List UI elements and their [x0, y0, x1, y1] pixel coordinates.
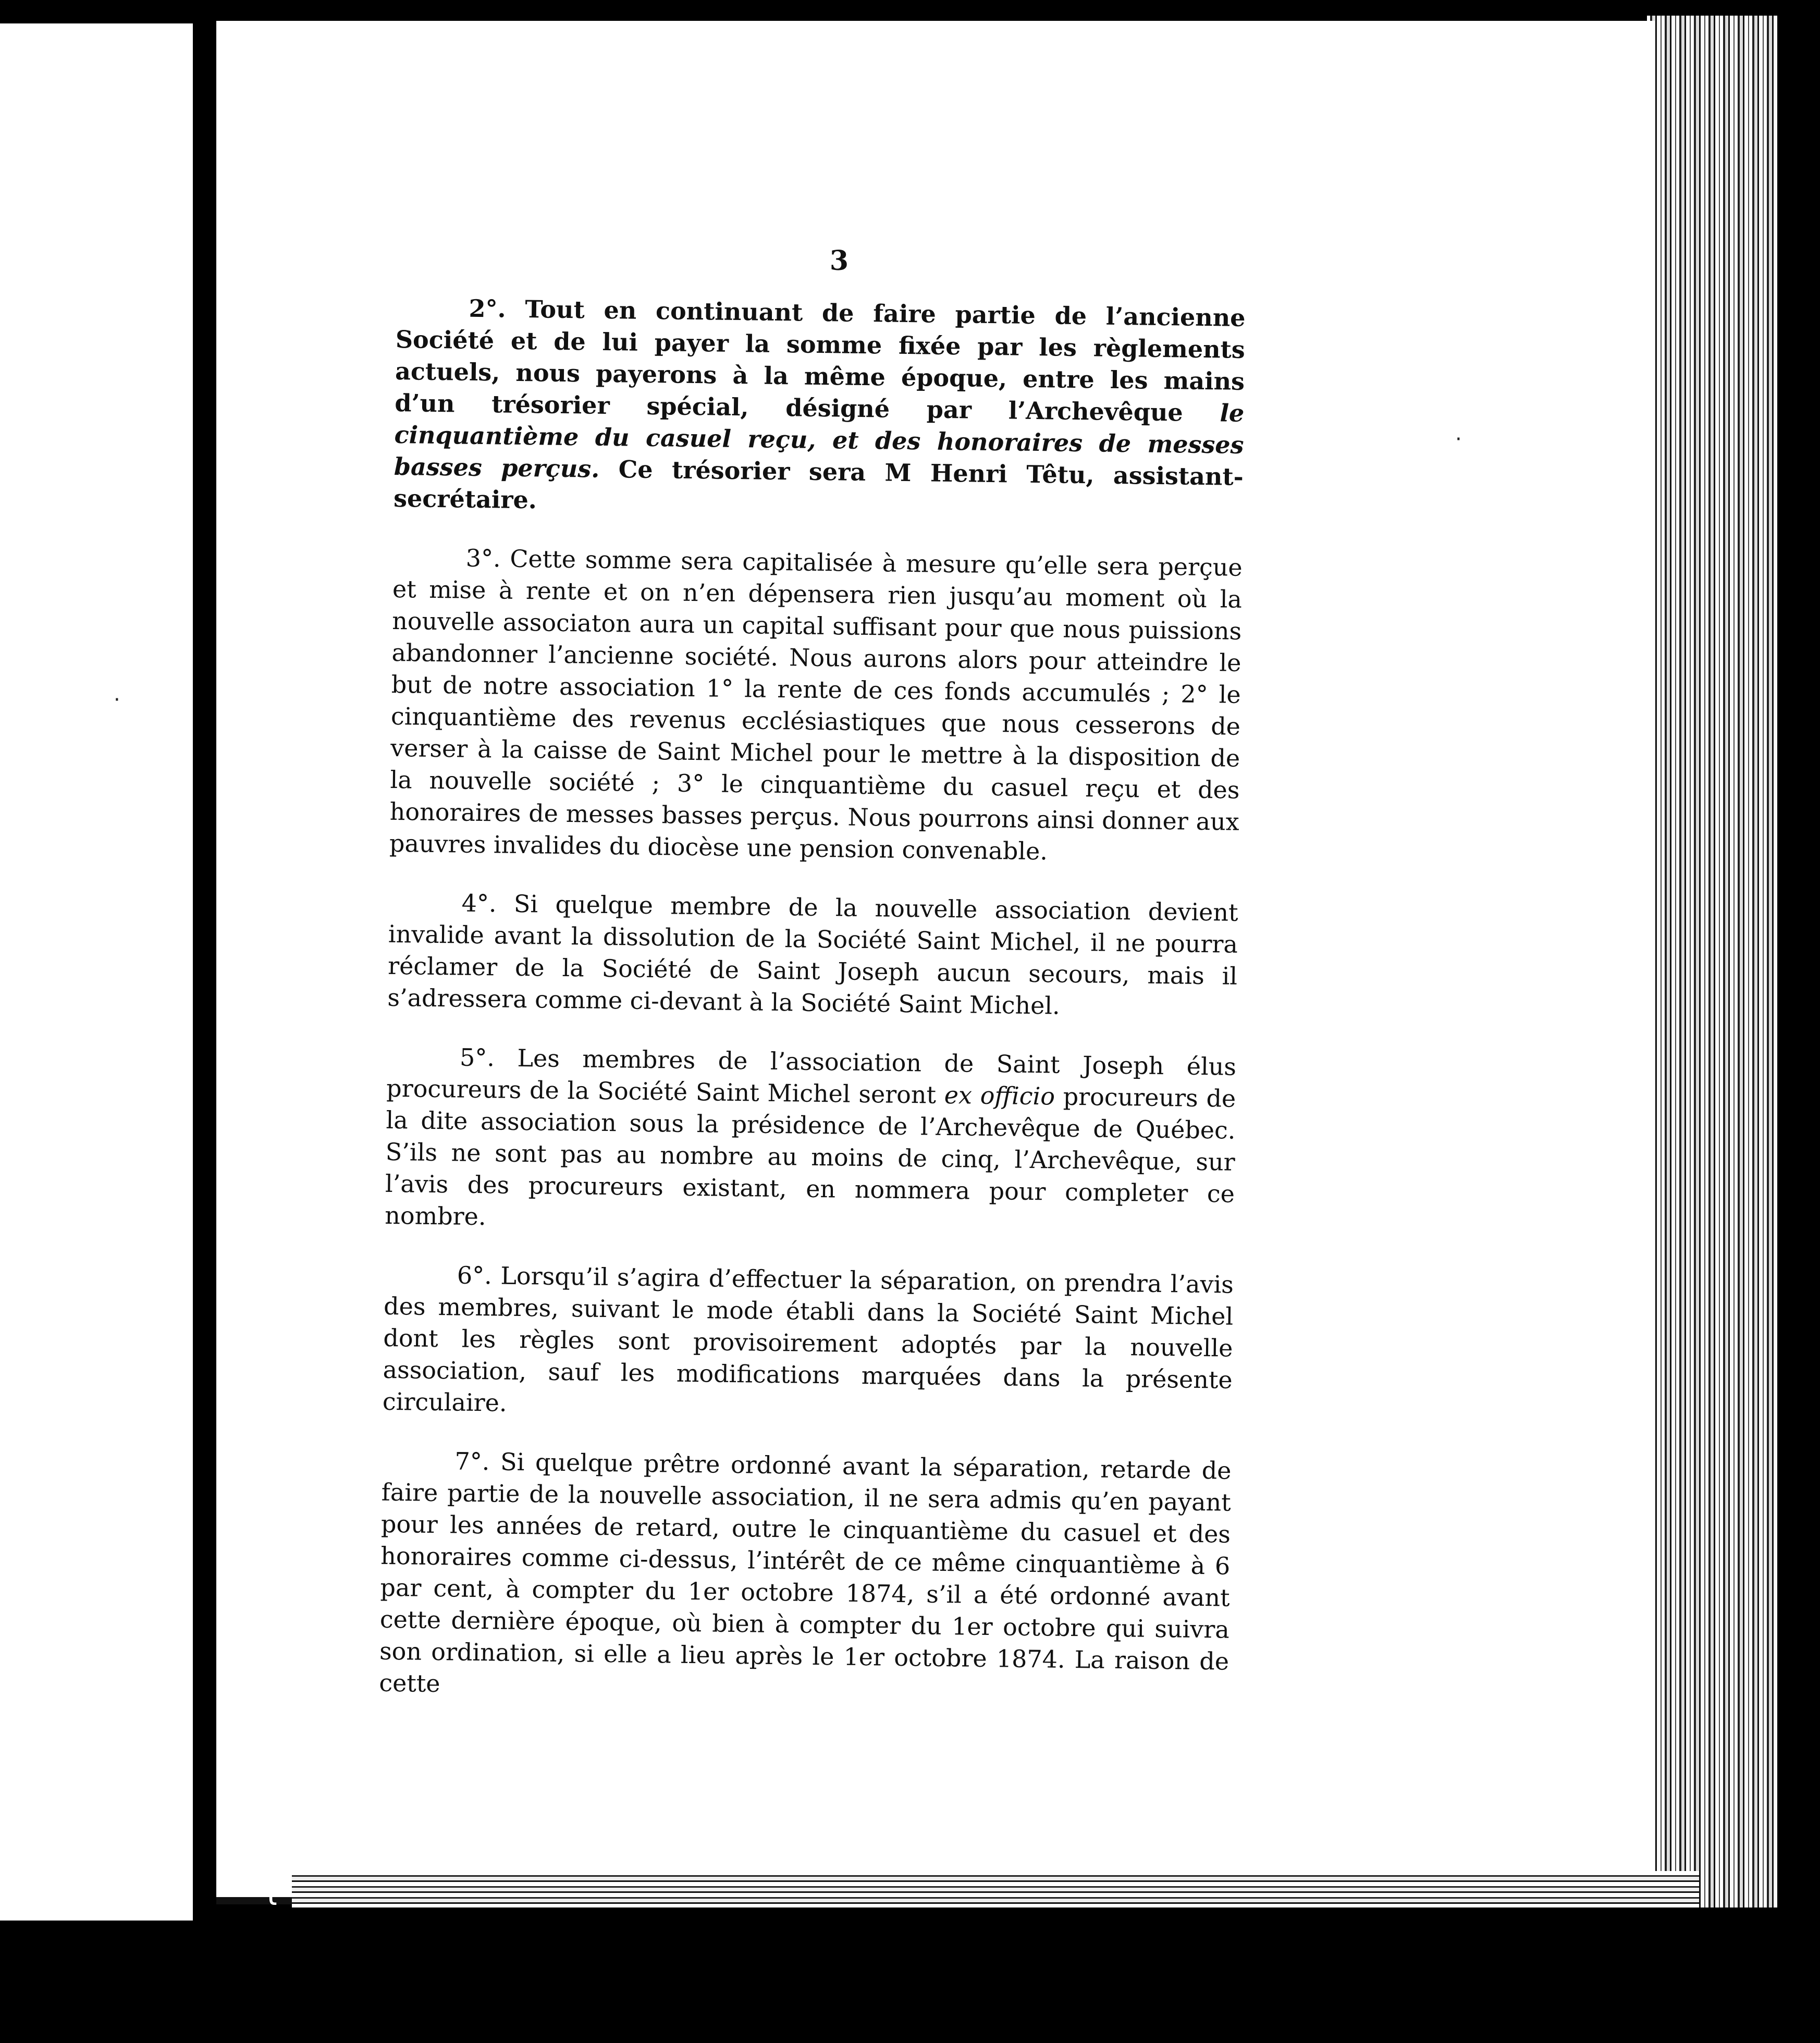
paragraph-p2	[393, 292, 1246, 525]
page-edges-stack	[1647, 16, 1777, 1907]
paragraph-text: procureurs de la dite association sous la présidence de l’Archevêque de Québec. S’ils ne sont pas au nombre au moins de cinq, l’Archevêque, sur l’avis des procureurs existant, en nommera pour completer ce nombre.	[385, 1082, 1236, 1231]
italic-text: le cinquantième du casuel reçu, et des honoraires de messes basses perçus.	[393, 399, 1245, 483]
scan-background-bottom	[0, 1923, 1820, 2043]
paragraph-text: 7°. Si quelque prêtre ordonné avant la séparation, retarde de faire partie de la nouvelle association, il ne sera admis qu’en payant pour les années de retard, outre le cinquantième du casuel et des honoraires comme ci-dessus, l’intérêt de ce même cinquantième à 6 par cent, à compter du 1er octobre 1874, s’il a été ordonné avant cette dernière époque, où bien à compter du 1er octobre qui suivra son ordination, si elle a lieu après le 1er octobre 1874. La raison de cette	[379, 1447, 1232, 1698]
paragraph-p4	[387, 887, 1238, 1024]
page-number: 3	[829, 245, 849, 277]
paragraph-text: 2°. Tout en continuant de faire partie de l’ancienne Société et de lui payer la somme fixée par les règlements actuels, nous payerons à la même époque, entre les mains d’un trésorier spécial, désigné par l’Archevêque	[395, 294, 1246, 427]
book-gutter	[193, 0, 216, 2043]
paragraph-p3	[389, 541, 1243, 870]
paragraph-p7	[379, 1445, 1232, 1709]
paragraph-text: 6°. Lorsqu’il s’agira d’effectuer la séparation, on prendra l’avis des membres, suivant le mode établi dans la Société Saint Michel dont les règles sont provisoirement adoptés par la nouvelle association, sauf les modifications marquées dans la présente circulaire.	[382, 1261, 1234, 1417]
stray-mark: ·	[1455, 427, 1462, 451]
previous-page-edge	[0, 23, 193, 1921]
stray-mark: ι	[267, 1876, 278, 1913]
paragraph-text: Ce trésorier sera M Henri Têtu, assistant-secrétaire.	[393, 454, 1244, 514]
paragraph-text: 4°. Si quelque membre de la nouvelle association devient invalide avant la dissolution de la Société Saint Michel, il ne pourra réclamer de la Société de Saint Joseph aucun secours, mais il s’adressera comme ci-devant à la Société Saint Michel.	[387, 889, 1238, 1020]
page-edges-bottom	[292, 1871, 1699, 1907]
body-text	[378, 292, 1245, 1737]
paragraph-p6	[383, 1259, 1234, 1428]
stray-mark: ·	[114, 688, 120, 712]
paragraph-text: 3°. Cette somme sera capitalisée à mesure qu’elle sera perçue et mise à rente et on n’en dépensera rien jusqu’au moment où la nouvelle associaton aura un capital suffisant pour que nous puissions abandonner l’ancienne société. Nous aurons alors pour atteindre le but de notre association 1° la rente de ces fonds accumulés ; 2° le cinquantième des revenus ecclésiastiques que nous cesserons de verser à la caisse de Saint Michel pour le mettre à la disposition de la nouvelle société ; 3° le cinquantième du casuel reçu et des honoraires de messes basses perçus. Nous pourrons ainsi donner aux pauvres invalides du diocèse une pension convenable.	[389, 544, 1243, 866]
paragraph-text: 5°. Les membres de l’association de Saint Joseph élus procureurs de la Société Saint Michel seront	[386, 1043, 1237, 1109]
italic-text: ex officio	[944, 1080, 1055, 1111]
scan-background-right	[1777, 0, 1820, 2043]
paragraph-p5	[385, 1041, 1236, 1242]
